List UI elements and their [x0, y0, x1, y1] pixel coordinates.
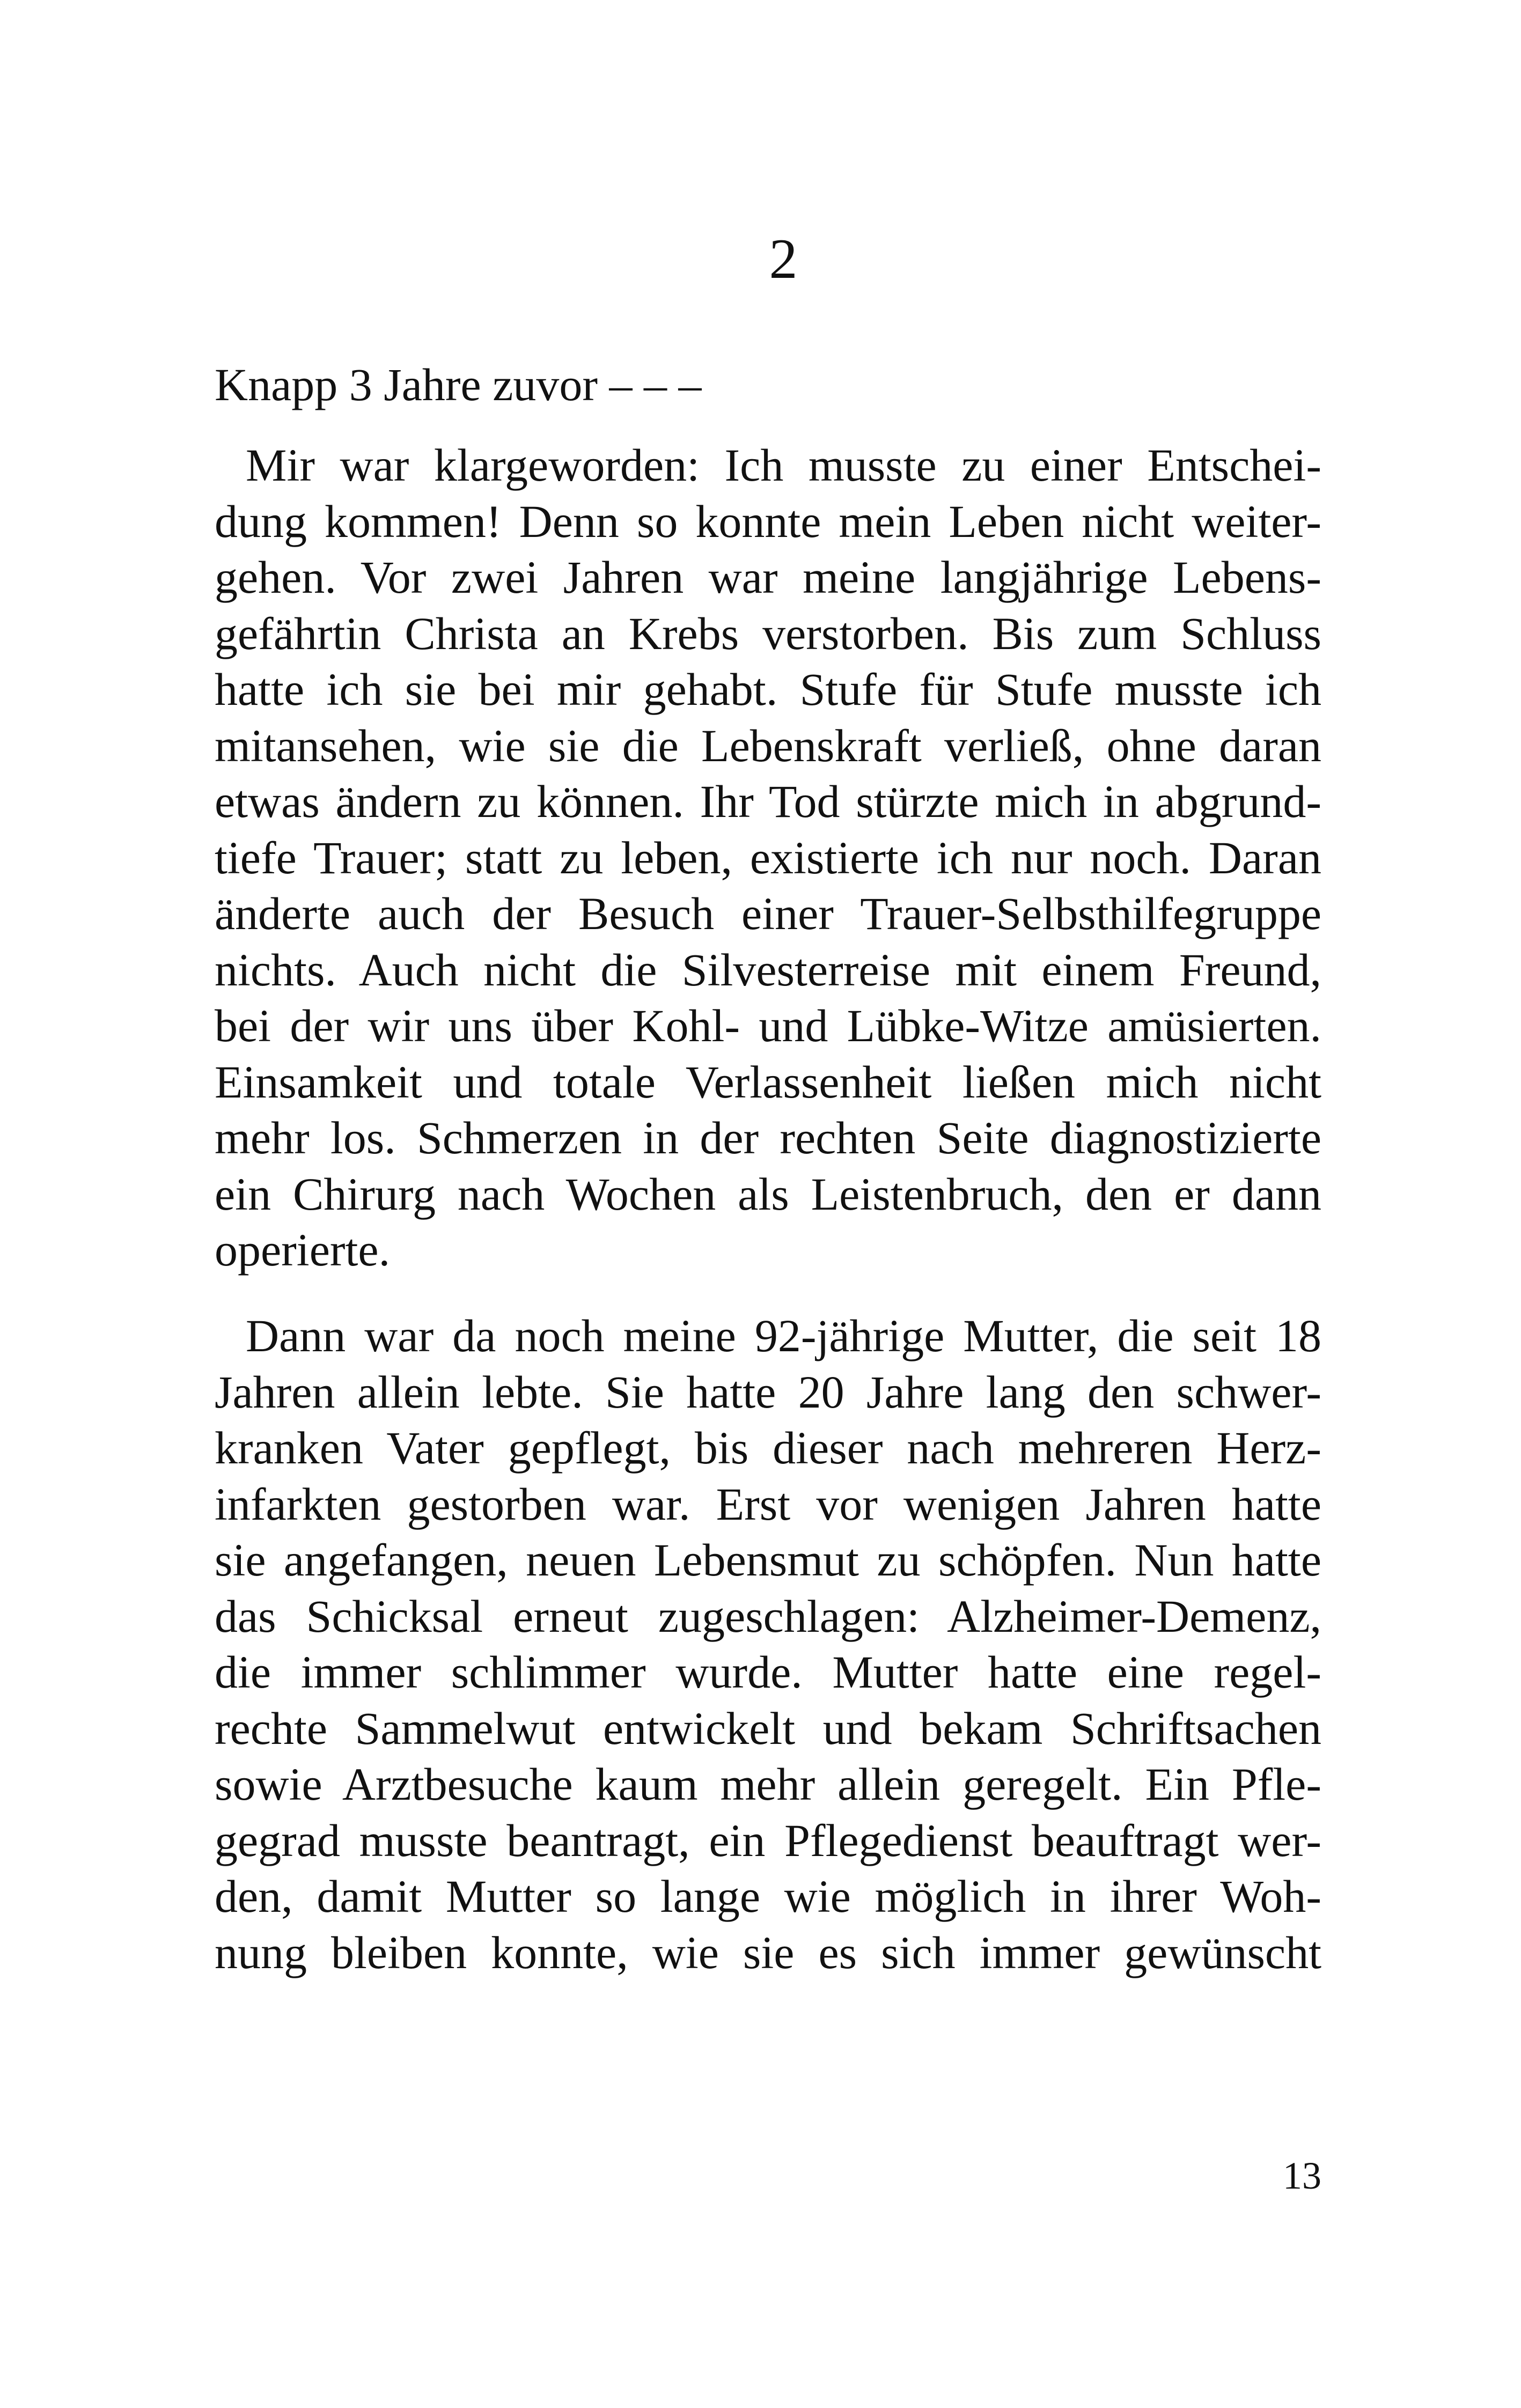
chapter-number: 2 — [769, 227, 798, 290]
text-line: infarkten gestorben war. Erst vor wenigen Jahren hatte — [215, 1478, 1321, 1530]
text-line: mehr los. Schmerzen in der rechten Seite diagnostizierte — [215, 1112, 1321, 1164]
text-line: änderte auch der Besuch einer Trauer-Selbsthilfegruppe — [215, 888, 1321, 939]
text-line: etwas ändern zu können. Ihr Tod stürzte mich in abgrund- — [215, 776, 1321, 827]
text-line: gegrad musste beantragt, ein Pflegedienst beauftragt wer- — [215, 1814, 1321, 1866]
text-line: ein Chirurg nach Wochen als Leistenbruch, den er dann — [215, 1168, 1321, 1220]
text-line: mitansehen, wie sie die Lebenskraft verließ, ohne daran — [215, 719, 1321, 771]
text-line: operierte. — [215, 1224, 391, 1276]
text-line: dung kommen! Denn so konnte mein Leben nicht weiter- — [215, 495, 1321, 547]
text-line: Einsamkeit und totale Verlassenheit ließen mich nicht — [215, 1056, 1321, 1108]
text-line: sie angefangen, neuen Lebensmut zu schöpfen. Nun hatte — [215, 1534, 1321, 1586]
text-line: Mir war klargeworden: Ich musste zu einer Entschei- — [246, 439, 1321, 491]
text-line: rechte Sammelwut entwickelt und bekam Schriftsachen — [215, 1702, 1321, 1754]
text-line: nung bleiben konnte, wie sie es sich immer gewünscht — [215, 1926, 1321, 1978]
text-line: hatte ich sie bei mir gehabt. Stufe für Stufe musste ich — [215, 664, 1321, 715]
text-line: den, damit Mutter so lange wie möglich in ihrer Woh- — [215, 1871, 1321, 1922]
page-number: 13 — [1283, 2154, 1321, 2197]
text-line: das Schicksal erneut zugeschlagen: Alzheimer-Demenz, — [215, 1590, 1321, 1642]
text-line: gefährtin Christa an Krebs verstorben. Bis zum Schluss — [215, 607, 1321, 659]
text-line: bei der wir uns über Kohl- und Lübke-Witze amüsierten. — [215, 1000, 1321, 1051]
text-line: gehen. Vor zwei Jahren war meine langjährige Lebens- — [215, 551, 1321, 603]
text-line: tiefe Trauer; statt zu leben, existierte ich nur noch. Daran — [215, 831, 1321, 883]
text-line: die immer schlimmer wurde. Mutter hatte eine regel- — [215, 1646, 1321, 1698]
paragraph — [215, 437, 1321, 1278]
text-line: nichts. Auch nicht die Silvesterreise mit einem Freund, — [215, 944, 1321, 996]
paragraph — [215, 1308, 1321, 1980]
text-line: sowie Arztbesuche kaum mehr allein geregelt. Ein Pfle- — [215, 1758, 1321, 1810]
text-line: Jahren allein lebte. Sie hatte 20 Jahre lang den schwer- — [215, 1366, 1321, 1418]
text-line: Dann war da noch meine 92-jährige Mutter, die seit 18 — [246, 1310, 1321, 1361]
text-line: kranken Vater gepflegt, bis dieser nach mehreren Herz- — [215, 1422, 1321, 1474]
section-heading: Knapp 3 Jahre zuvor – – – — [215, 359, 702, 410]
